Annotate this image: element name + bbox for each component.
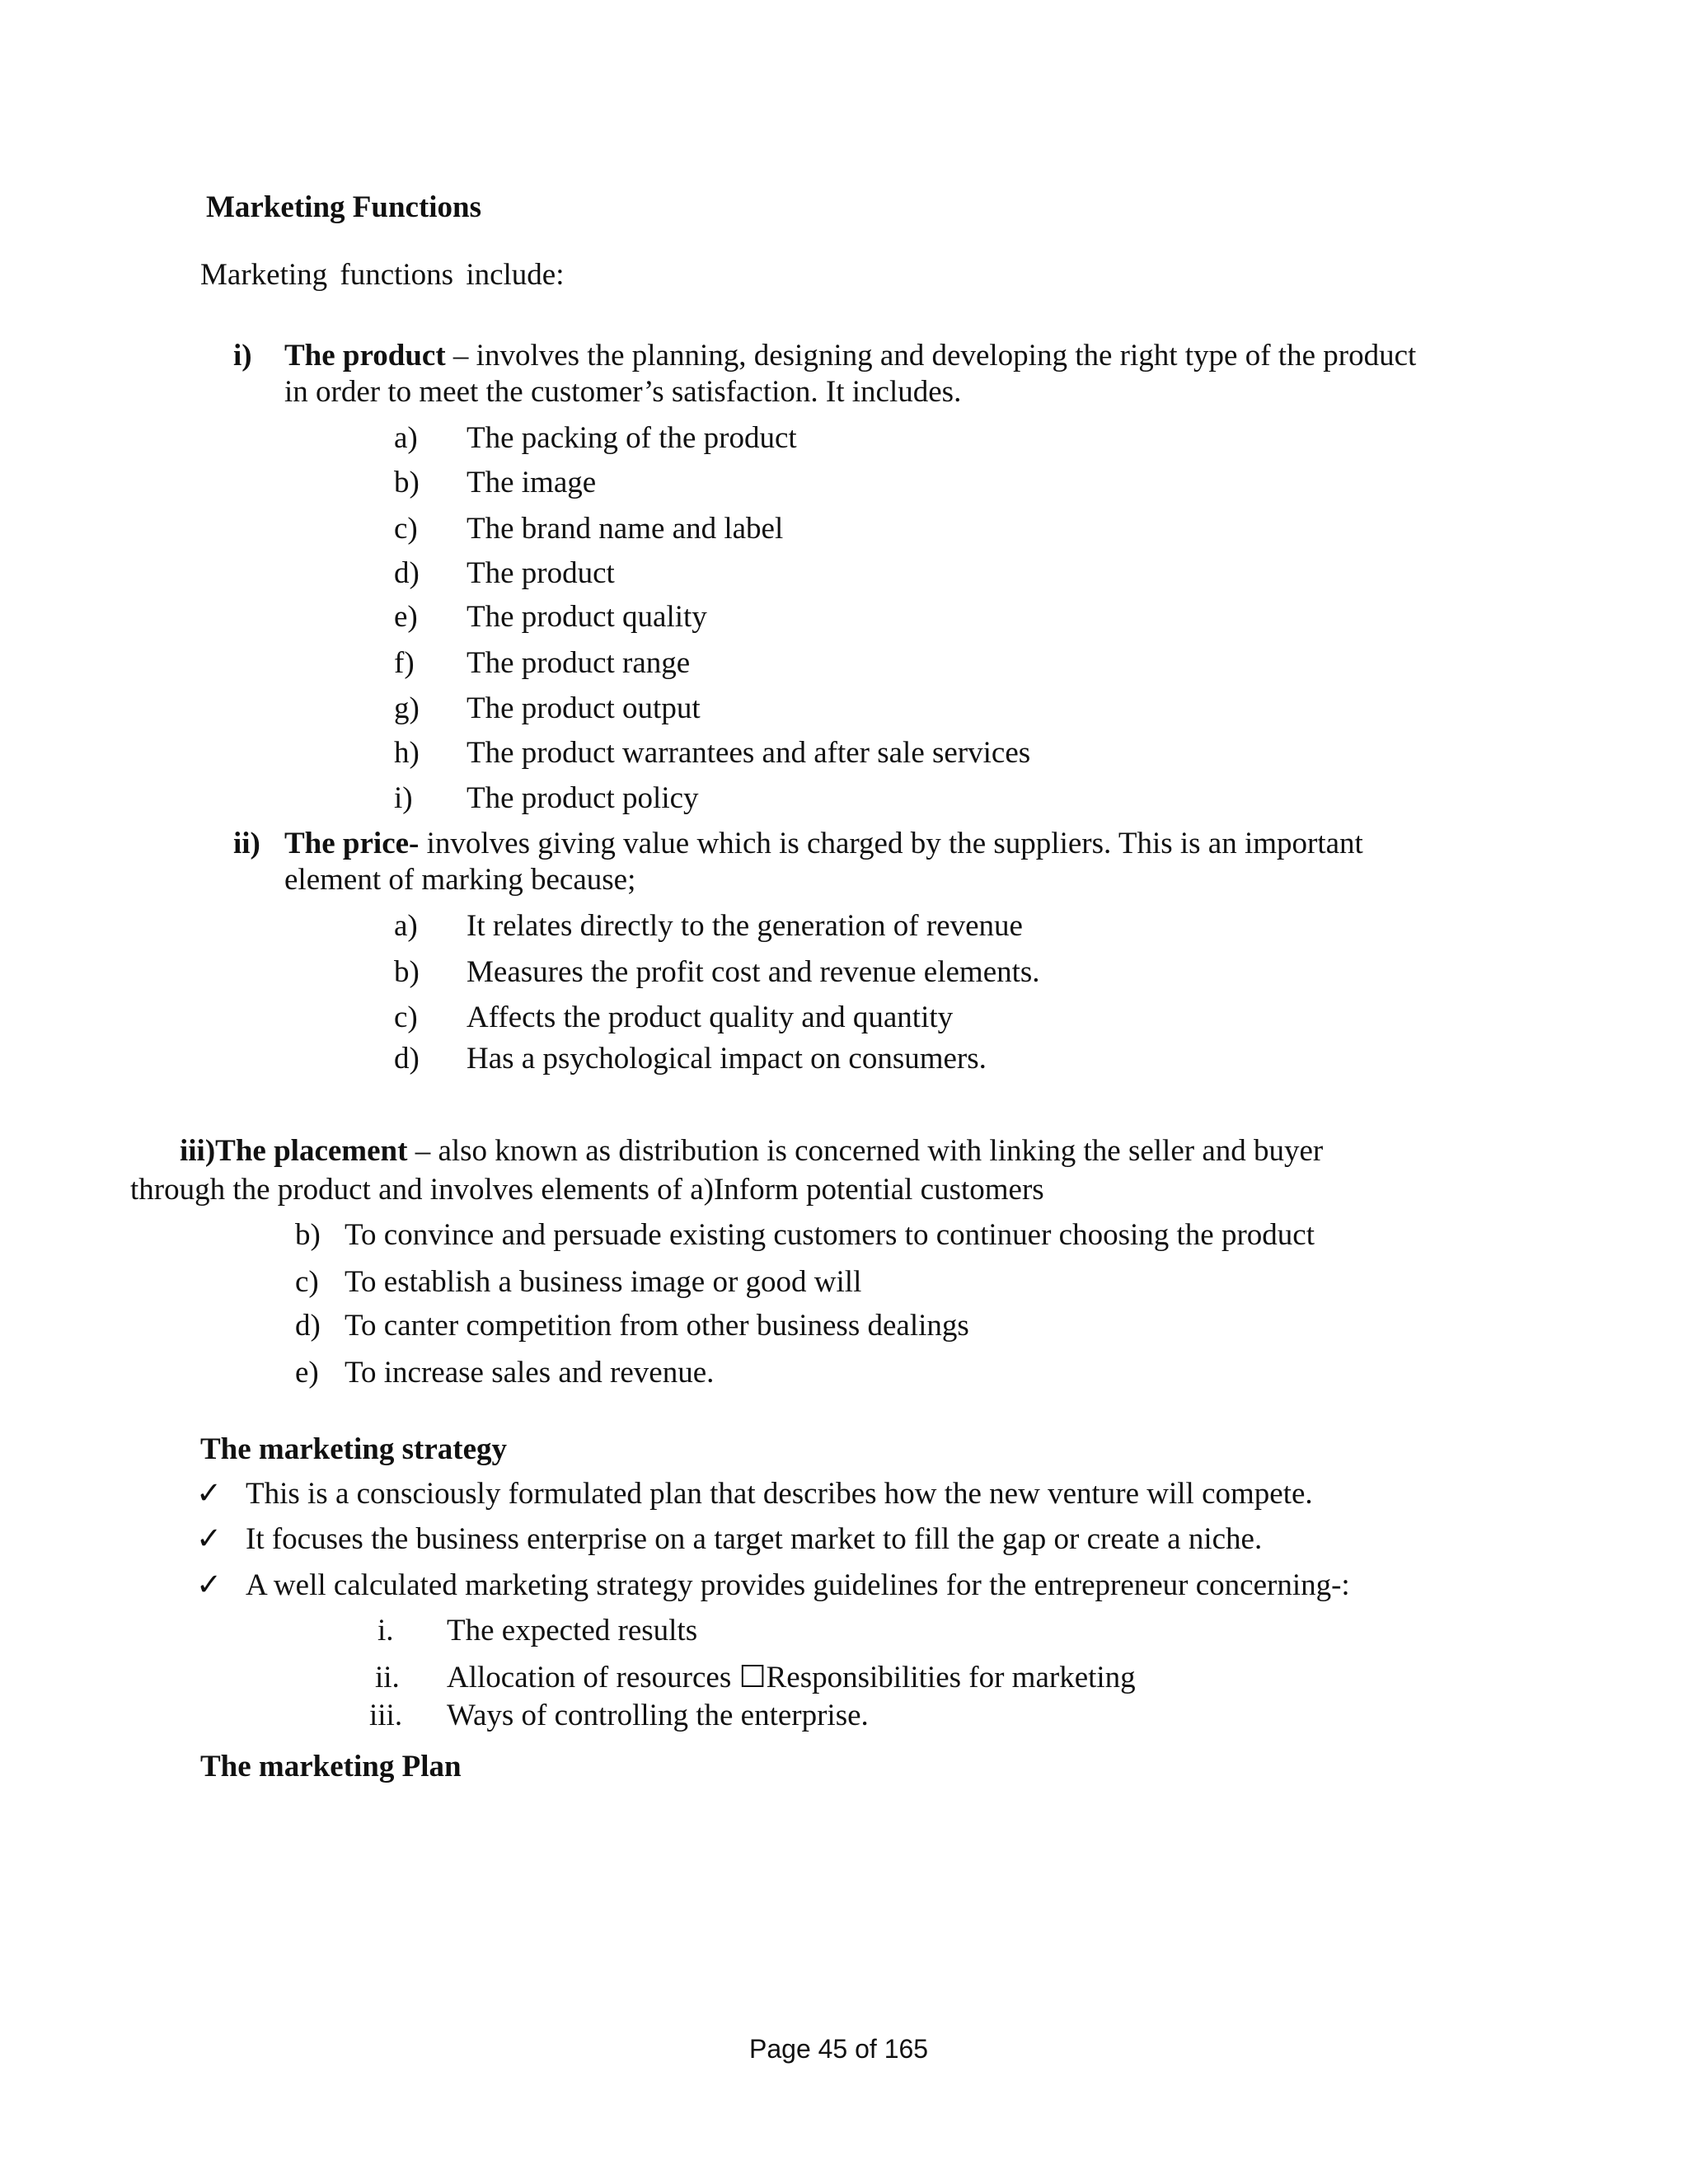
product-number: i) [233, 339, 252, 373]
list-item: The packing of the product [467, 421, 797, 455]
price-number: ii) [233, 827, 260, 860]
list-item: The product [467, 556, 615, 590]
list-item: Measures the profit cost and revenue elements. [467, 955, 1040, 989]
list-item-label: f) [394, 646, 415, 680]
list-item-label: g) [394, 691, 420, 725]
list-item-label: c) [394, 1001, 418, 1034]
list-item: To establish a business image or good will [345, 1265, 862, 1299]
list-item-label: i. [377, 1614, 394, 1647]
page-heading: Marketing Functions [206, 190, 482, 224]
list-item: To convince and persuade existing customers to continuer choosing the product [345, 1218, 1315, 1252]
checkmark-icon: ✓ [196, 1477, 223, 1511]
list-item-label: c) [295, 1265, 319, 1299]
plan-heading: The marketing Plan [200, 1750, 462, 1783]
list-item-label: a) [394, 909, 418, 943]
list-item: Ways of controlling the enterprise. [447, 1699, 869, 1732]
list-item-label: e) [295, 1356, 319, 1390]
list-item-label: h) [394, 736, 420, 770]
list-item: The product quality [467, 600, 707, 634]
product-term: The product [284, 339, 446, 373]
list-item-label: a) [394, 421, 418, 455]
price-line-2: element of marking because; [284, 863, 636, 897]
list-item-label: d) [295, 1309, 321, 1343]
list-item: The product range [467, 646, 691, 680]
bullet-item [196, 1524, 1262, 1554]
list-item-label: iii. [369, 1699, 403, 1732]
list-item: The brand name and label [467, 512, 784, 546]
price-line-1 [284, 828, 1363, 859]
placement-desc: – also known as distribution is concerned with linking the seller and buyer [407, 1134, 1324, 1168]
price-desc: involves giving value which is charged by the suppliers. This is an important [419, 827, 1363, 860]
list-item: The product output [467, 691, 701, 725]
list-item-label: b) [295, 1218, 321, 1252]
product-line-2: in order to meet the customer’s satisfaction. It includes. [284, 375, 962, 409]
bullet-text: It focuses the business enterprise on a target market to fill the gap or create a niche. [246, 1522, 1263, 1556]
list-item-label: c) [394, 512, 418, 546]
list-item-label: d) [394, 556, 420, 590]
list-item: Allocation of resources ☐Responsibilities for marketing [447, 1661, 1136, 1694]
list-item: The product warrantees and after sale services [467, 736, 1031, 770]
product-desc: – involves the planning, designing and developing the right type of the product [445, 339, 1417, 373]
list-item: The image [467, 466, 597, 499]
bullet-text: A well calculated marketing strategy provides guidelines for the entrepreneur concerning-: [246, 1568, 1350, 1602]
list-item-label: e) [394, 600, 418, 634]
bullet-item [196, 1570, 1350, 1601]
list-item-label: ii. [375, 1661, 400, 1694]
placement-line-2: through the product and involves elements of a)Inform potential customers [130, 1173, 1044, 1207]
list-item-label: b) [394, 466, 420, 499]
strategy-heading: The marketing strategy [200, 1432, 507, 1466]
checkmark-icon: ✓ [196, 1522, 223, 1556]
list-item: It relates directly to the generation of revenue [467, 909, 1023, 943]
bullet-text: This is a consciously formulated plan that describes how the new venture will compete. [246, 1477, 1313, 1511]
list-item: The expected results [447, 1614, 698, 1647]
page-footer: Page 45 of 165 [749, 2034, 929, 2064]
list-item: To canter competition from other business dealings [345, 1309, 969, 1343]
list-item: Has a psychological impact on consumers. [467, 1042, 987, 1076]
product-line-1 [284, 340, 1416, 371]
list-item-label: i) [394, 781, 413, 815]
placement-line-1 [180, 1136, 1323, 1166]
placement-term: iii)The placement [180, 1134, 408, 1168]
list-item: Affects the product quality and quantity [467, 1001, 954, 1034]
bullet-item [196, 1479, 1313, 1509]
price-term: The price- [284, 827, 420, 860]
list-item-label: b) [394, 955, 420, 989]
intro-text: Marketing functions include: [200, 258, 565, 292]
checkmark-icon: ✓ [196, 1568, 223, 1602]
list-item: The product policy [467, 781, 699, 815]
list-item: To increase sales and revenue. [345, 1356, 715, 1390]
list-item-label: d) [394, 1042, 420, 1076]
